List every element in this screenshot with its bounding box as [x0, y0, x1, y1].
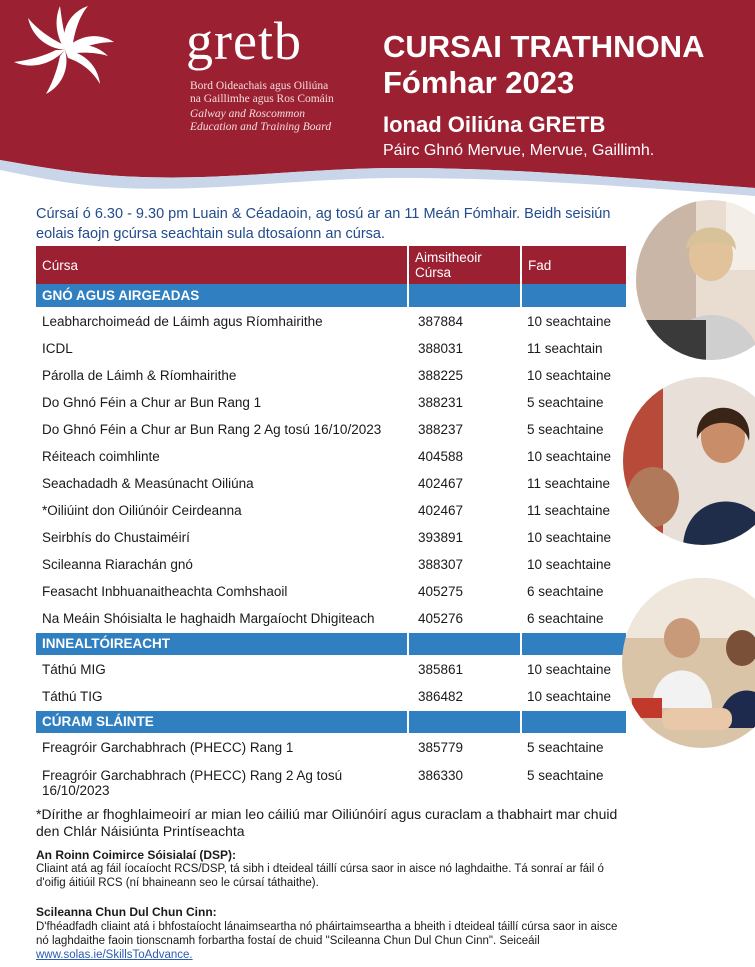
advance-heading: Scileanna Chun Dul Chun Cinn: — [36, 905, 217, 919]
table-row — [36, 335, 626, 362]
course-duration: 11 seachtain — [521, 335, 626, 362]
table-row — [36, 389, 626, 416]
course-duration: 10 seachtaine — [521, 308, 626, 335]
table-row — [36, 761, 626, 803]
section-title: INNEALTÓIREACHT — [36, 632, 408, 656]
header-code-line1: Aimsitheoir — [415, 250, 482, 265]
course-name: ICDL — [36, 335, 408, 362]
course-name: Do Ghnó Féin a Chur ar Bun Rang 1 — [36, 389, 408, 416]
logo-subtitle-irish — [190, 80, 334, 106]
advance-text — [36, 920, 626, 962]
footnote: *Dírithe ar fhoghlaimeoirí ar mian leo cáiliú mar Oiliúnóirí agus curaclam a thabhairt mar chuid den Chlár Náisiúnta Printíseachta — [36, 806, 618, 839]
course-name: Táthú TIG — [36, 683, 408, 710]
course-name: Seachadadh & Measúnacht Oiliúna — [36, 470, 408, 497]
logo-subtitle-line: Galway and Roscommon — [190, 108, 305, 120]
table-row — [36, 656, 626, 683]
course-code: 388225 — [408, 362, 521, 389]
table-row — [36, 578, 626, 605]
centre-name: Ionad Oiliúna GRETB — [383, 112, 606, 137]
table-row — [36, 470, 626, 497]
course-name: Freagróir Garchabhrach (PHECC) Rang 2 Ag tosú 16/10/2023 — [36, 761, 408, 803]
header-code-line2: Cúrsa — [415, 265, 452, 280]
course-code: 388231 — [408, 389, 521, 416]
course-name: Do Ghnó Féin a Chur ar Bun Rang 2 Ag tosú 16/10/2023 — [36, 416, 408, 443]
section-title: GNÓ AGUS AIRGEADAS — [36, 284, 408, 308]
course-name: Réiteach coimhlinte — [36, 443, 408, 470]
centre-address: Páirc Ghnó Mervue, Mervue, Gaillimh. — [383, 142, 655, 159]
page-subtitle: Fómhar 2023 — [383, 65, 575, 100]
course-duration: 6 seachtaine — [521, 605, 626, 632]
advance-body: D'fhéadfadh cliaint atá i bhfostaíocht lánaimseartha nó pháirtaimseartha a bheith i dteideal táillí cúrsa saor in aisce nó laghdaithe faoin tionscnamh forbartha fostaí de chuid "Scileanna Chun Dul Chun Cinn". Seiceáil — [36, 921, 618, 947]
section-spacer — [408, 710, 521, 734]
table-header-row — [36, 246, 626, 284]
table-row — [36, 308, 626, 335]
course-code: 388237 — [408, 416, 521, 443]
dsp-text: Cliaint atá ag fáil íocaíocht RCS/DSP, tá sibh i dteideal táillí cúrsa saor in aisce nó laghdaithe. Tá sonraí ar fáil ó d'oifig áitiúil RCS (ní bhaineann seo le cúrsaí táthaithe). — [36, 863, 604, 889]
logo-subtitle-line: Education and Training Board — [190, 121, 332, 133]
course-code: 385779 — [408, 734, 521, 761]
solas-link[interactable]: www.solas.ie/SkillsToAdvance. — [36, 949, 193, 961]
course-duration: 10 seachtaine — [521, 656, 626, 683]
logo-subtitle-line: Bord Oideachais agus Oiliúna — [190, 80, 329, 92]
course-duration: 5 seachtaine — [521, 761, 626, 803]
course-duration: 10 seachtaine — [521, 362, 626, 389]
course-code: 402467 — [408, 470, 521, 497]
course-duration: 11 seachtaine — [521, 470, 626, 497]
table-row — [36, 416, 626, 443]
header-course: Cúrsa — [36, 246, 408, 284]
logo-subtitle-english — [190, 108, 331, 134]
course-code: 387884 — [408, 308, 521, 335]
section-spacer — [521, 284, 626, 308]
table-row — [36, 362, 626, 389]
table-row — [36, 524, 626, 551]
table-row — [36, 551, 626, 578]
course-name: Párolla de Láimh & Ríomhairithe — [36, 362, 408, 389]
section-spacer — [521, 710, 626, 734]
intro-text: Cúrsaí ó 6.30 - 9.30 pm Luain & Céadaoin, ag tosú ar an 11 Meán Fómhair. Beidh seisiún eolais faojn gcúrsa seachtain sula dtosaíonn an cúrsa. — [36, 206, 611, 242]
logo-wordmark: gretb — [186, 11, 302, 71]
section-spacer — [521, 632, 626, 656]
course-name: Feasacht Inbhuanaitheachta Comhshaoil — [36, 578, 408, 605]
photo-woman-at-computer — [636, 200, 755, 360]
table-row — [36, 734, 626, 761]
course-code: 405275 — [408, 578, 521, 605]
header-duration: Fad — [521, 246, 626, 284]
section-header-row — [36, 284, 626, 308]
course-code: 404588 — [408, 443, 521, 470]
course-code: 388031 — [408, 335, 521, 362]
logo-subtitle-line: na Gaillimhe agus Ros Comáin — [190, 93, 334, 105]
course-duration: 10 seachtaine — [521, 524, 626, 551]
course-duration: 11 seachtaine — [521, 497, 626, 524]
section-title: CÚRAM SLÁINTE — [36, 710, 408, 734]
course-code: 393891 — [408, 524, 521, 551]
course-name: Táthú MIG — [36, 656, 408, 683]
section-spacer — [408, 284, 521, 308]
course-name: Na Meáin Shóisialta le haghaidh Margaíocht Dhigiteach — [36, 605, 408, 632]
course-duration: 6 seachtaine — [521, 578, 626, 605]
gretb-logo-icon — [0, 0, 130, 100]
course-name: Freagróir Garchabhrach (PHECC) Rang 1 — [36, 734, 408, 761]
header-code — [408, 246, 521, 284]
course-code: 386482 — [408, 683, 521, 710]
table-row — [36, 497, 626, 524]
course-duration: 10 seachtaine — [521, 551, 626, 578]
course-table — [36, 246, 626, 804]
course-duration: 5 seachtaine — [521, 416, 626, 443]
photo-woman-smiling — [623, 377, 755, 545]
table-row — [36, 443, 626, 470]
table-row — [36, 605, 626, 632]
course-duration: 5 seachtaine — [521, 389, 626, 416]
course-duration: 5 seachtaine — [521, 734, 626, 761]
course-code: 388307 — [408, 551, 521, 578]
page-title: CURSAI TRATHNONA — [383, 29, 705, 64]
course-code: 386330 — [408, 761, 521, 803]
course-code: 385861 — [408, 656, 521, 683]
course-duration: 10 seachtaine — [521, 443, 626, 470]
dsp-heading: An Roinn Coimirce Sóisialaí (DSP): — [36, 848, 237, 862]
course-code: 405276 — [408, 605, 521, 632]
table-row — [36, 683, 626, 710]
section-header-row — [36, 710, 626, 734]
section-header-row — [36, 632, 626, 656]
course-code: 402467 — [408, 497, 521, 524]
course-name: Leabharchoimeád de Láimh agus Ríomhairithe — [36, 308, 408, 335]
photo-first-aid-training — [622, 578, 755, 748]
course-name: Scileanna Riarachán gnó — [36, 551, 408, 578]
course-name: Seirbhís do Chustaiméirí — [36, 524, 408, 551]
course-name: *Oiliúint don Oiliúnóir Ceirdeanna — [36, 497, 408, 524]
section-spacer — [408, 632, 521, 656]
header-banner — [0, 0, 755, 200]
course-duration: 10 seachtaine — [521, 683, 626, 710]
